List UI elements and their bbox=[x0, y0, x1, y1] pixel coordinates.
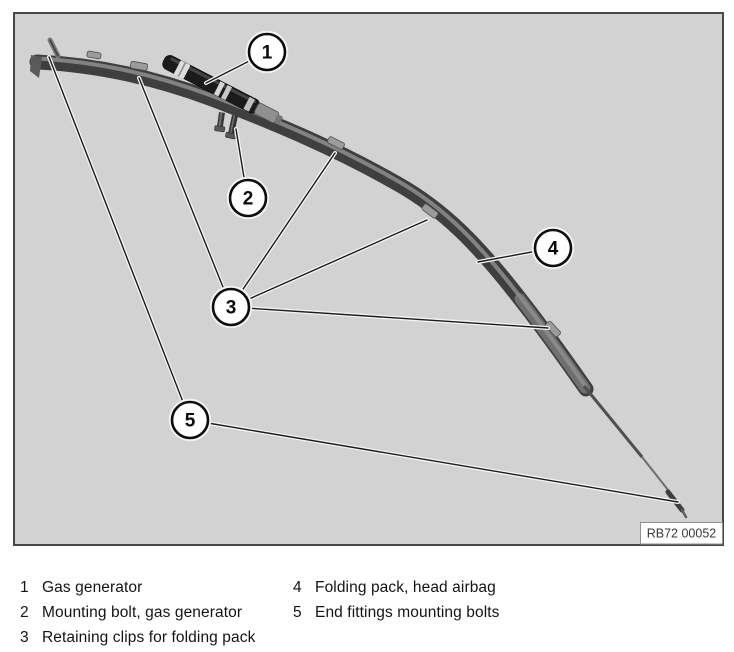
legend-item-4-label: Folding pack, head airbag bbox=[315, 579, 496, 596]
figure-ref-label bbox=[641, 523, 723, 545]
mounting-bolt-a bbox=[214, 112, 227, 132]
legend-item-4-number: 4 bbox=[293, 579, 302, 596]
legend-item-5-label: End fittings mounting bolts bbox=[315, 604, 500, 621]
leader-lines bbox=[49, 52, 678, 502]
leader-line-5b bbox=[190, 420, 678, 502]
legend-column-2 bbox=[293, 575, 500, 625]
end-fitting-strap bbox=[584, 386, 686, 517]
callout-2-number: 2 bbox=[242, 188, 254, 210]
legend-item-2-label: Mounting bolt, gas generator bbox=[42, 604, 243, 621]
retaining-clips bbox=[87, 51, 562, 338]
legend-item-1 bbox=[20, 575, 255, 600]
callout-5-number: 5 bbox=[184, 410, 196, 432]
legend-item-5 bbox=[293, 600, 500, 625]
leader-line-3a bbox=[139, 78, 231, 307]
leader-line-5a bbox=[49, 57, 190, 420]
callout-3-number: 3 bbox=[225, 297, 237, 319]
legend-item-2 bbox=[20, 600, 255, 625]
callout-5 bbox=[171, 401, 210, 440]
retaining-clip-0 bbox=[87, 51, 102, 59]
callout-3 bbox=[212, 288, 251, 327]
callout-2 bbox=[229, 179, 268, 218]
end-fitting-left bbox=[50, 40, 58, 56]
legend-item-1-number: 1 bbox=[20, 579, 29, 596]
legend-item-2-number: 2 bbox=[20, 604, 29, 621]
legend-item-3 bbox=[20, 625, 255, 650]
leader-line-3d bbox=[231, 307, 548, 328]
callout-1-number: 1 bbox=[261, 42, 273, 64]
left-end-facet bbox=[30, 55, 42, 78]
legend-item-3-label: Retaining clips for folding pack bbox=[42, 629, 256, 646]
legend-column-1 bbox=[20, 575, 255, 650]
callout-1 bbox=[248, 33, 287, 72]
callout-4 bbox=[534, 229, 573, 268]
callout-4-number: 4 bbox=[547, 238, 559, 260]
figure-ref-text: RB72 00052 bbox=[646, 526, 717, 541]
legend-item-4 bbox=[293, 575, 500, 600]
legend-item-5-number: 5 bbox=[293, 604, 302, 621]
legend-item-1-label: Gas generator bbox=[42, 579, 143, 596]
legend-item-3-number: 3 bbox=[20, 629, 29, 646]
